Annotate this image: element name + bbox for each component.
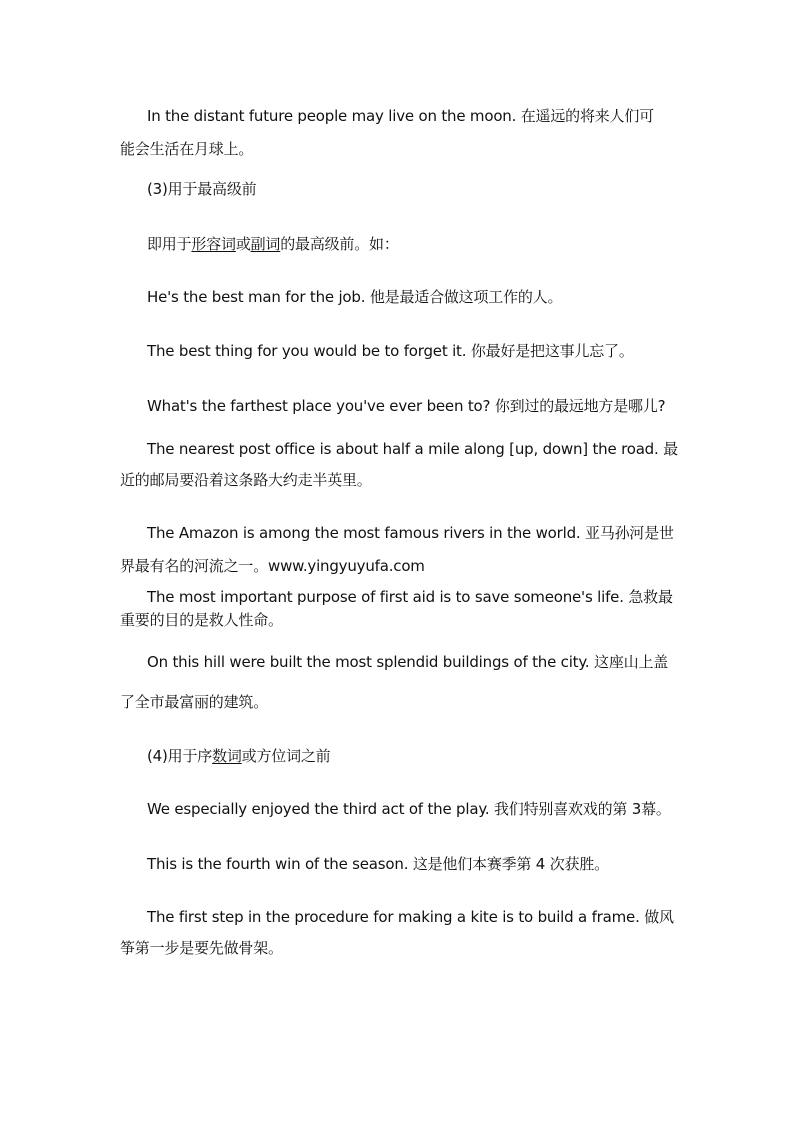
- example-amazon-line2: 界最有名的河流之一。www.yingyuyufa.com: [120, 557, 425, 575]
- numeral-link[interactable]: 数词: [212, 747, 242, 765]
- intro-text-a: 即用于: [147, 235, 192, 253]
- example-moon-line1: In the distant future people may live on the moon. 在遥远的将来人们可: [147, 107, 654, 125]
- intro-line: [147, 234, 399, 254]
- intro-text-e: 的最高级前。如：: [280, 235, 399, 253]
- example-first-aid-line1: The most important purpose of first aid is to save someone's life. 急救最: [147, 588, 673, 606]
- example-kite-line2: 筝第一步是要先做骨架。: [120, 939, 283, 957]
- example-amazon-line1: The Amazon is among the most famous rivers in the world. 亚马孙河是世: [147, 524, 674, 542]
- example-best-man: He's the best man for the job. 他是最适合做这项工作的人。: [147, 288, 563, 306]
- heading4-text-c: 或方位词之前: [241, 747, 331, 765]
- example-kite-line1: The first step in the procedure for making a kite is to build a frame. 做风: [147, 908, 674, 926]
- adverb-link[interactable]: 副词: [250, 235, 281, 253]
- example-first-aid-line2: 重要的目的是救人性命。: [120, 611, 283, 629]
- section-heading-superlative: (3)用于最高级前: [147, 180, 257, 198]
- example-farthest-place: What's the farthest place you've ever been to? 你到过的最远地方是哪儿?: [147, 397, 666, 415]
- intro-text-c: 或: [235, 235, 251, 253]
- example-best-thing: The best thing for you would be to forget it. 你最好是把这事儿忘了。: [147, 342, 634, 360]
- example-third-act: We especially enjoyed the third act of the play. 我们特别喜欢戏的第 3幕。: [147, 800, 671, 818]
- example-hill-line1: On this hill were built the most splendid buildings of the city. 这座山上盖: [147, 653, 669, 671]
- heading4-text-a: (4)用于序: [147, 747, 213, 765]
- example-fourth-win: This is the fourth win of the season. 这是他们本赛季第 4 次获胜。: [147, 855, 609, 873]
- example-post-office-line1: The nearest post office is about half a mile along [up, down] the road. 最: [147, 440, 678, 458]
- example-hill-line2: 了全市最富丽的建筑。: [120, 693, 269, 711]
- section-heading-ordinal: [147, 746, 330, 766]
- adjective-link[interactable]: 形容词: [191, 235, 236, 253]
- example-moon-line2: 能会生活在月球上。: [120, 140, 254, 158]
- example-post-office-line2: 近的邮局要沿着这条路大约走半英里。: [120, 471, 372, 489]
